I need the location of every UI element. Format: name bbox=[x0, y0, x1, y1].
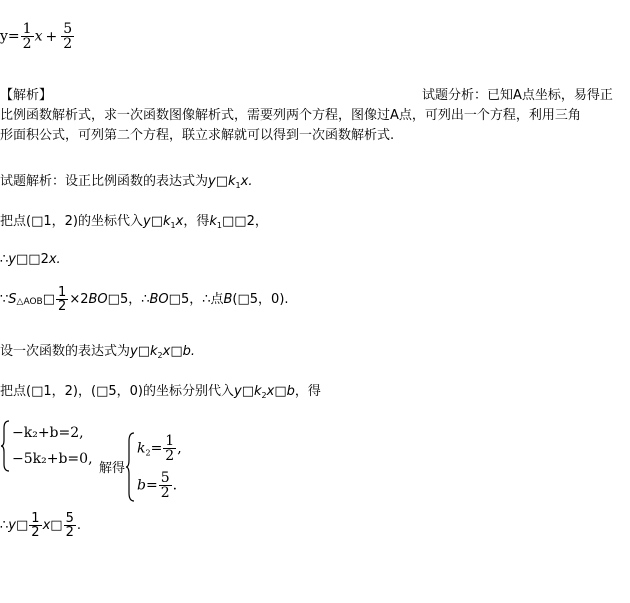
solution-line-3: ∴y□□2x. bbox=[0, 252, 61, 267]
fraction-b: $\frac{5}{2}$ bbox=[160, 469, 170, 501]
system-2 bbox=[99, 430, 182, 504]
final-answer-line: ∴y□ $\frac{1}{2}$ x□ $\frac{5}{2}$ . bbox=[0, 511, 81, 540]
analysis-line-2: 比例函数解析式，求一次函数图像解析式，需要列两个方程，图像过A点，可列出一个方程，利用三角 bbox=[0, 108, 581, 123]
system-1 bbox=[0, 420, 93, 472]
analysis-line-3: 形面积公式，可列第二个方程，联立求解就可以得到一次函数解析式. bbox=[0, 128, 395, 143]
left-brace-1 bbox=[0, 420, 10, 472]
analysis-header: 试题分析：已知A点坐标，易得正 bbox=[422, 88, 613, 103]
fraction-1-2: $\frac{1}{2}$ bbox=[22, 21, 32, 52]
y-var: y bbox=[0, 28, 8, 45]
system-1-row-1: −k₂+b=2, bbox=[12, 425, 84, 441]
jiede-label: 解得 bbox=[98, 461, 125, 476]
left-brace-2 bbox=[125, 432, 135, 502]
fraction-final-2: $\frac{5}{2}$ bbox=[65, 511, 74, 540]
fraction-k2: $\frac{1}{2}$ bbox=[165, 432, 175, 464]
fraction-5-2: $\frac{5}{2}$ bbox=[63, 21, 73, 52]
solution-line-6: 把点(□1，2)，(□5，0)的坐标分别代入$y□k_2x□b$，得 bbox=[0, 384, 321, 400]
fraction-final-1: $\frac{1}{2}$ bbox=[31, 511, 40, 540]
equation-systems bbox=[0, 420, 182, 504]
jiexi-heading: 【解析】 bbox=[0, 88, 53, 103]
top-answer: y= $\frac{1}{2}$ x + $\frac{5}{2}$ bbox=[0, 21, 73, 52]
solution-line-2: 把点(□1，2)的坐标代入$y□k_1x$，得$k_1□□2$， bbox=[0, 214, 268, 230]
solution-line-1: 试题解析：设正比例函数的表达式为$y□k_1x$. bbox=[0, 174, 253, 190]
k2-solution: $k_2=$ $\frac{1}{2}$ , bbox=[136, 432, 182, 464]
system-1-row-2: −5k₂+b=0, bbox=[12, 451, 93, 467]
solution-line-4: ∵S△AOB□ $\frac{1}{2}$ ×2BO□5，∴BO□5，∴点B(□5，0). bbox=[0, 285, 289, 314]
solution-line-5: 设一次函数的表达式为$y□k_2x□b$. bbox=[0, 344, 196, 360]
fraction-half: $\frac{1}{2}$ bbox=[58, 285, 67, 314]
b-solution: b= $\frac{5}{2}$ . bbox=[136, 469, 178, 501]
